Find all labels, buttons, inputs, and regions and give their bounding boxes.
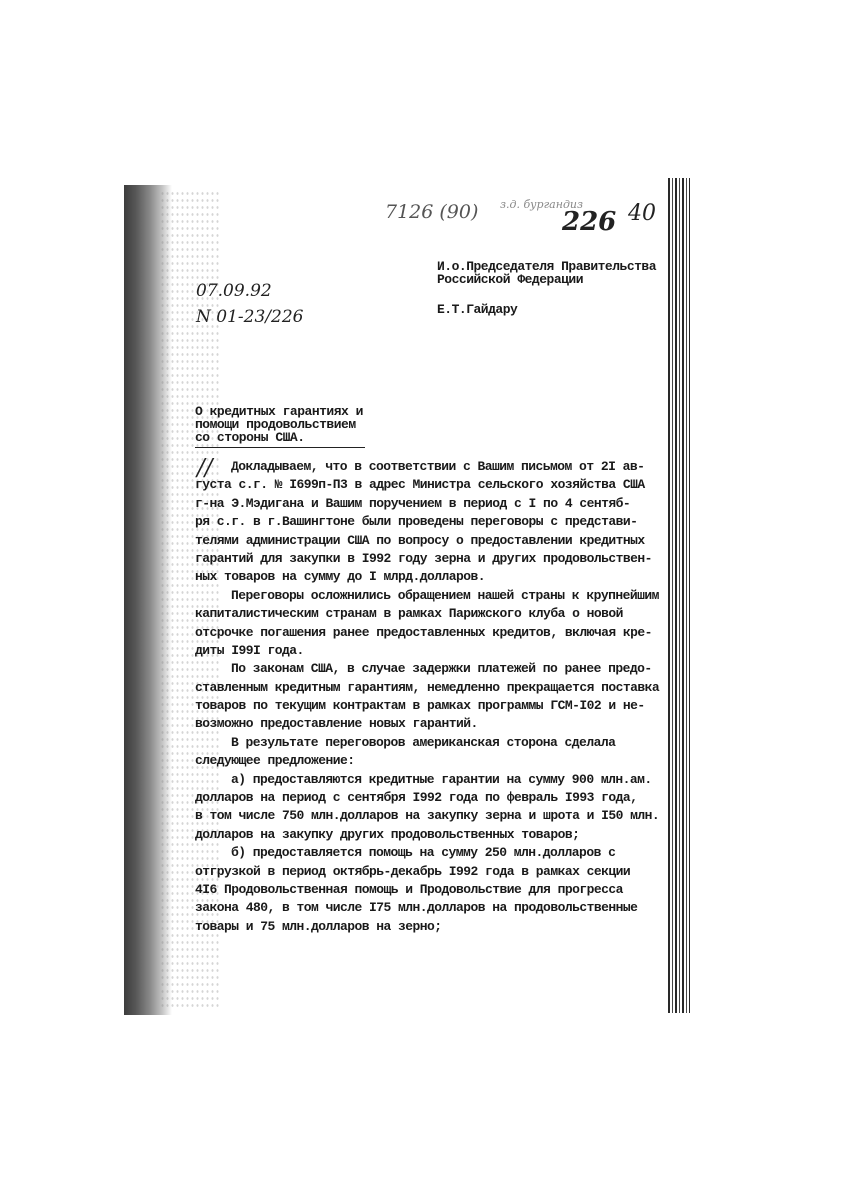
- body-line: 4I6 Продовольственная помощь и Продовольствие для прогресса: [195, 881, 623, 897]
- handwritten-paragraph-mark: //: [197, 455, 213, 481]
- body-line: следующее предложение:: [195, 753, 355, 769]
- body-line: в том числе 750 млн.долларов на закупку зерна и шрота и I50 млн.: [195, 808, 660, 824]
- scan-right-binding: [668, 178, 690, 1013]
- letter-body: [195, 458, 665, 936]
- body-line: телями администрации США по вопросу о предоставлении кредитных: [195, 532, 645, 548]
- handwritten-top-note: 7126 (90): [385, 201, 479, 223]
- handwritten-date: 07.09.92: [196, 281, 272, 301]
- body-line: Переговоры осложнились обращением нашей страны к крупнейшим: [231, 587, 659, 603]
- body-line: товаров по текущим контрактам в рамках программы ГСМ-I02 и не-: [195, 698, 645, 714]
- addressee-name: Е.Т.Гайдару: [437, 302, 518, 317]
- body-line: ря с.г. в г.Вашингтоне были проведены переговоры с представи-: [195, 514, 638, 530]
- body-line: а) предоставляются кредитные гарантии на сумму 900 млн.ам.: [231, 771, 652, 787]
- body-line: диты I99I года.: [195, 642, 304, 658]
- subject-underline: [195, 447, 365, 448]
- body-line: отсрочке погашения ранее предоставленных кредитов, включая кре-: [195, 624, 652, 640]
- handwritten-sheet-number: 40: [628, 201, 656, 226]
- handwritten-registration-number: N 01-23/226: [196, 307, 304, 327]
- subject-block: [195, 405, 363, 444]
- addressee-block: [437, 260, 656, 316]
- addressee-organization: Российской Федерации: [437, 272, 584, 287]
- body-line: густа с.г. № I699п-П3 в адрес Министра сельского хозяйства США: [195, 477, 645, 493]
- subject-line: О кредитных гарантиях и: [195, 404, 363, 419]
- body-line: гарантий для закупки в I992 году зерна и других продовольствен-: [195, 550, 652, 566]
- body-line: товары и 75 млн.долларов на зерно;: [195, 918, 442, 934]
- subject-line: со стороны США.: [195, 430, 305, 445]
- handwritten-page-number: 226: [562, 207, 617, 237]
- body-line: возможно предоставление новых гарантий.: [195, 716, 478, 732]
- body-line: По законам США, в случае задержки платежей по ранее предо-: [231, 661, 652, 677]
- body-line: В результате переговоров американская сторона сделала: [231, 734, 616, 750]
- body-line: капиталистическим странам в рамках Парижского клуба о новой: [195, 606, 623, 622]
- body-line: долларов на закупку других продовольственных товаров;: [195, 826, 580, 842]
- body-line: закона 480, в том числе I75 млн.долларов на продовольственные: [195, 900, 638, 916]
- body-line: г-на Э.Мэдигана и Вашим поручением в период с I по 4 сентяб-: [195, 495, 631, 511]
- body-line: ставленным кредитным гарантиям, немедленно прекращается поставка: [195, 679, 660, 695]
- body-line: долларов на период с сентября I992 года по февраль I993 года,: [195, 790, 638, 806]
- addressee-title: И.о.Председателя Правительства: [437, 259, 657, 274]
- subject-line: помощи продовольствием: [195, 417, 356, 432]
- handwritten-faint-note: з.д. бургандиз: [500, 198, 584, 211]
- body-line: ных товаров на сумму до I млрд.долларов.: [195, 569, 486, 585]
- body-line: отгрузкой в период октябрь-декабрь I992 года в рамках секции: [195, 863, 631, 879]
- body-line: Докладываем, что в соответствии с Вашим письмом от 2I ав-: [231, 459, 645, 474]
- body-line: б) предоставляется помощь на сумму 250 млн.долларов с: [231, 845, 616, 861]
